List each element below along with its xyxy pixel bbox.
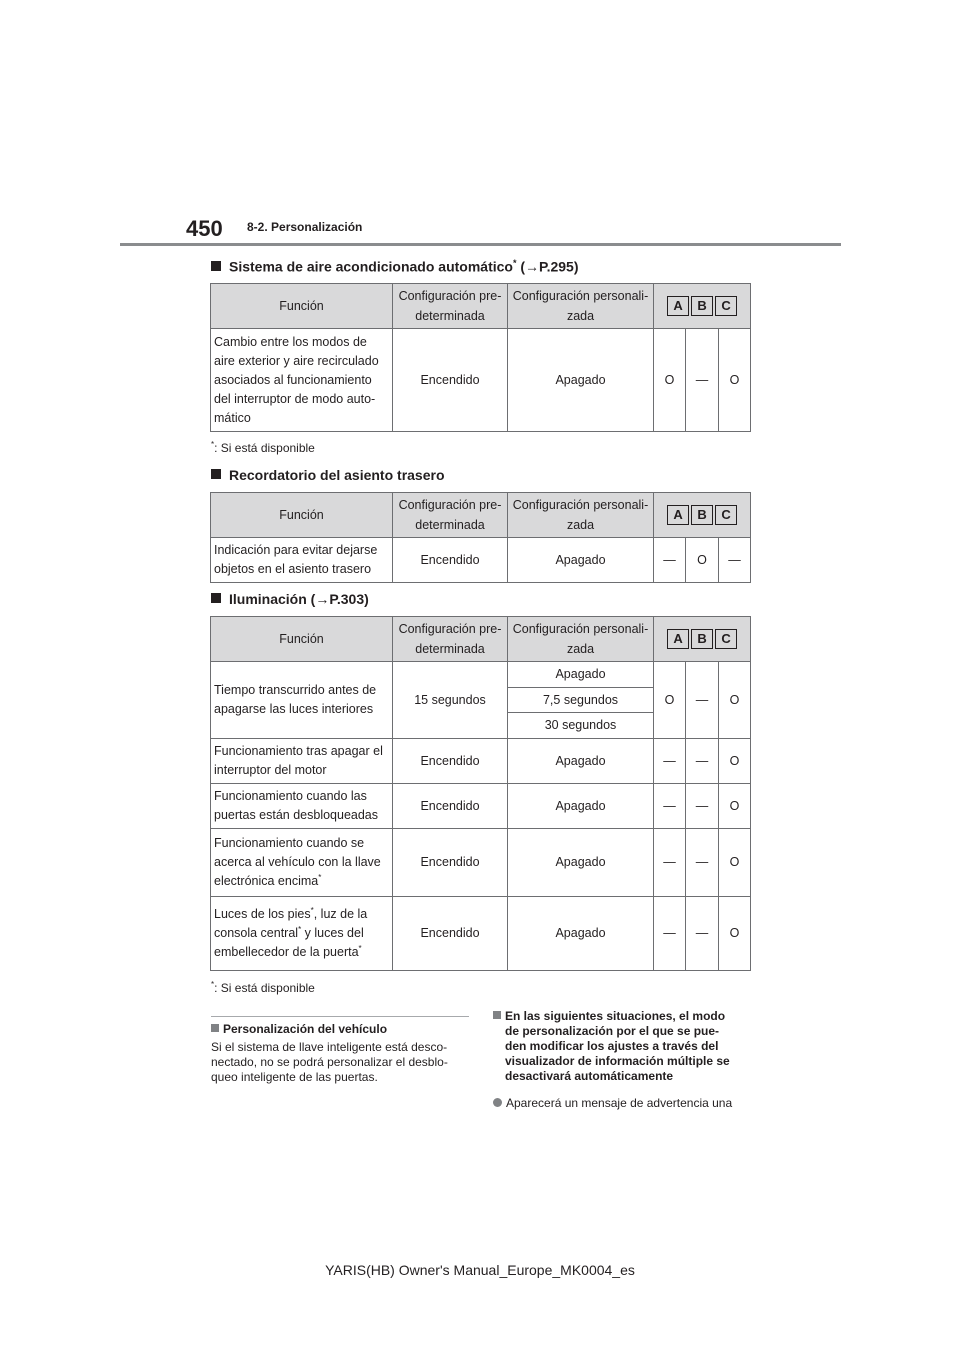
ac-table [210, 283, 751, 432]
column-header-function: Función [211, 284, 393, 329]
letter-c-icon: C [715, 296, 737, 316]
letter-a-icon: A [667, 629, 689, 649]
cell-b: — [686, 829, 719, 897]
default-cell: Encendido [393, 538, 508, 583]
table-header-row [211, 284, 751, 329]
footnote: *: Si está disponible [211, 440, 315, 455]
column-rule [211, 1016, 469, 1017]
section-heading-rear-seat: Recordatorio del asiento trasero [211, 467, 445, 483]
cell-c: O [719, 784, 751, 829]
option-cell: Apagado [508, 662, 654, 688]
note-body-personalization: Si el sistema de llave inteligente está desco- nectado, no se podrá personalizar el desblo- queo inteligente de las puertas. [211, 1040, 448, 1084]
function-cell: Luces de los pies*, luz de la consola central* y luces del embellecedor de la puerta* [211, 897, 393, 971]
cell-c: O [719, 739, 751, 784]
table-row [211, 739, 751, 784]
cell-b: — [686, 897, 719, 971]
cell-b: — [686, 739, 719, 784]
page-number: 450 [186, 216, 223, 241]
cell-b: O [686, 538, 719, 583]
letter-c-icon: C [715, 505, 737, 525]
cell-a: — [654, 739, 686, 784]
default-cell: Encendido [393, 739, 508, 784]
personal-cell: Apagado [508, 829, 654, 897]
cell-c: O [719, 329, 751, 432]
rear-seat-table [210, 492, 751, 583]
function-cell: Funcionamiento cuando las puertas están desbloqueadas [211, 784, 393, 829]
letter-c-icon: C [715, 629, 737, 649]
option-cell: 7,5 segundos [508, 688, 654, 713]
table-row [211, 538, 751, 583]
note-heading-personalization: Personalización del vehículo [211, 1022, 387, 1037]
cell-b: — [686, 784, 719, 829]
lighting-table [210, 616, 751, 971]
function-cell: Tiempo transcurrido antes de apagarse las luces interiores [211, 662, 393, 739]
square-bullet-icon [493, 1011, 501, 1019]
cell-a: — [654, 897, 686, 971]
table-header-row [211, 493, 751, 538]
section-heading-lighting: Iluminación (→P.303) [211, 591, 369, 607]
cell-a: O [654, 662, 686, 739]
cell-a: — [654, 829, 686, 897]
chapter-title: 8-2. Personalización [247, 220, 363, 234]
circle-bullet-icon [493, 1098, 502, 1107]
default-cell: Encendido [393, 784, 508, 829]
cell-c: — [719, 538, 751, 583]
function-cell: Indicación para evitar dejarse objetos en el asiento trasero [211, 538, 393, 583]
function-cell: Cambio entre los modos de aire exterior y aire recirculado asociados al funcionamiento del interruptor de modo auto- mático [211, 329, 393, 432]
default-cell: 15 segundos [393, 662, 508, 739]
column-header-function: Función [211, 493, 393, 538]
square-bullet-icon [211, 261, 221, 271]
column-header-abc [654, 493, 751, 538]
function-cell: Funcionamiento tras apagar el interruptor del motor [211, 739, 393, 784]
function-cell: Funcionamiento cuando se acerca al vehículo con la llave electrónica encima* [211, 829, 393, 897]
cell-b: — [686, 329, 719, 432]
column-header-default: Configuración pre- determinada [393, 284, 508, 329]
cell-a: — [654, 784, 686, 829]
table-row [211, 829, 751, 897]
column-header-personal: Configuración personali- zada [508, 617, 654, 662]
column-header-abc [654, 284, 751, 329]
default-cell: Encendido [393, 329, 508, 432]
personal-cell: Apagado [508, 329, 654, 432]
table-header-row [211, 617, 751, 662]
column-header-default: Configuración pre- determinada [393, 617, 508, 662]
column-header-personal: Configuración personali- zada [508, 493, 654, 538]
square-bullet-icon [211, 469, 221, 479]
header-rule [120, 243, 841, 246]
letter-b-icon: B [691, 629, 713, 649]
note-heading-situations: En las siguientes situaciones, el modo de personalización por el que se pue- den modificar los ajustes a través del visualizador de información múltiple se desactivará automáticamente [493, 1009, 730, 1084]
footer-text: YARIS(HB) Owner's Manual_Europe_MK0004_es [325, 1262, 635, 1278]
cell-a: — [654, 538, 686, 583]
column-header-default: Configuración pre- determinada [393, 493, 508, 538]
personal-cell: Apagado [508, 897, 654, 971]
personal-cell: Apagado [508, 739, 654, 784]
cell-b: — [686, 662, 719, 739]
letter-b-icon: B [691, 296, 713, 316]
option-cell: 30 segundos [508, 713, 654, 739]
square-bullet-icon [211, 1024, 219, 1032]
bullet-item: Aparecerá un mensaje de advertencia una [493, 1096, 732, 1111]
footnote: *: Si está disponible [211, 980, 315, 995]
table-row [211, 897, 751, 971]
letter-a-icon: A [667, 505, 689, 525]
column-header-abc [654, 617, 751, 662]
square-bullet-icon [211, 593, 221, 603]
default-cell: Encendido [393, 897, 508, 971]
table-row [211, 329, 751, 432]
cell-c: O [719, 662, 751, 739]
column-header-function: Función [211, 617, 393, 662]
letter-a-icon: A [667, 296, 689, 316]
table-row [211, 662, 751, 688]
default-cell: Encendido [393, 829, 508, 897]
table-row [211, 784, 751, 829]
section-heading-ac: Sistema de aire acondicionado automático* (→P.295) [211, 258, 578, 275]
personal-cell: Apagado [508, 538, 654, 583]
cell-c: O [719, 897, 751, 971]
column-header-personal: Configuración personali- zada [508, 284, 654, 329]
personal-cell: Apagado [508, 784, 654, 829]
letter-b-icon: B [691, 505, 713, 525]
cell-c: O [719, 829, 751, 897]
cell-a: O [654, 329, 686, 432]
